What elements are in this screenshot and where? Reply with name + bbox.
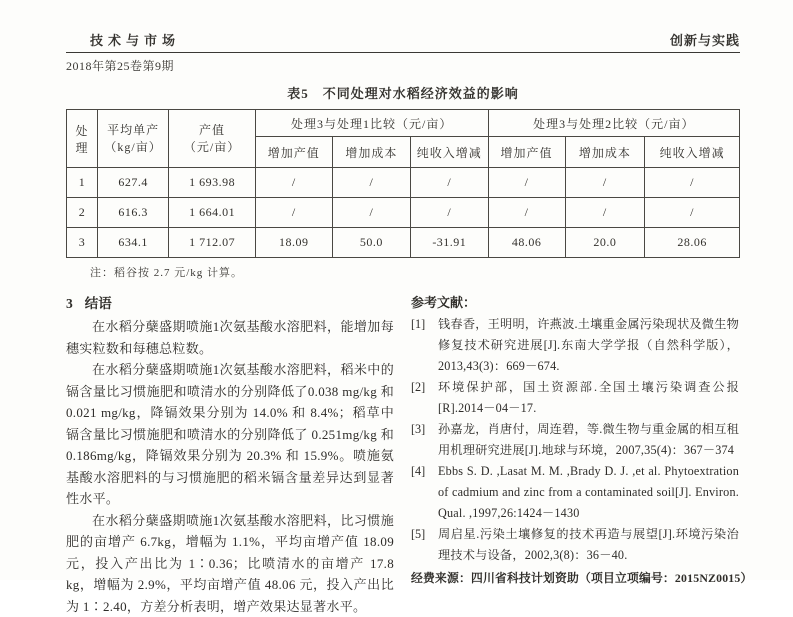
cell: 1 [67,168,98,198]
table-row [67,198,740,228]
reference-item [411,377,739,419]
col-group-compare-2: 处理3与处理2比较（元/亩） [488,110,739,137]
reference-text: 环境保护部，国土资源部.全国土壤污染调查公报[R].2014－04－17. [438,377,739,419]
cell: 2 [67,198,98,228]
cell: 634.1 [97,228,168,258]
conclusion-heading [66,292,394,312]
subcol-added-cost-2: 增加成本 [565,137,645,168]
cell: 18.09 [255,228,332,258]
col-header-avg-yield-line2: （kg/亩） [104,140,161,154]
reference-item [411,461,739,524]
cell: -31.91 [411,228,489,258]
col-group-compare-1: 处理3与处理1比较（元/亩） [255,110,488,137]
reference-number: [3] [411,419,438,461]
cell: 627.4 [97,168,168,198]
table-caption: 表5 不同处理对水稻经济效益的影响 [66,83,740,102]
reference-text: 孙嘉龙，肖唐付，周连碧，等.微生物与重金属的相互租用机理研究进展[J].地球与环境，2007,35(4)：367－374 [438,419,739,461]
body-columns [66,290,740,617]
cell: 1 664.01 [169,198,256,228]
subcol-net-income-1: 纯收入增减 [411,137,489,168]
left-column [66,290,394,617]
subcol-added-value-2: 增加产值 [488,137,565,168]
cell: / [255,198,332,228]
reference-text: 周启星.污染土壤修复的技术再造与展望[J].环境污染治理技术与设备，2002,3(8)：36－40. [438,524,739,566]
right-column [411,290,739,617]
cell: / [565,168,645,198]
col-header-output-value [169,110,256,168]
cell: 50.0 [332,228,410,258]
cell: / [332,168,410,198]
cell: / [645,168,740,198]
masthead [66,30,740,53]
column-name: 创新与实践 [670,30,740,49]
cell: / [645,198,740,228]
conclusion-paragraph: 在水稻分蘖盛期喷施1次氨基酸水溶肥料，能增加每穗实粒数和每穗总粒数。 [66,316,394,359]
journal-name: 技术与市场 [66,30,180,49]
table-row [67,168,740,198]
cell: 28.06 [645,228,740,258]
funding-source: 经费来源：四川省科技计划资助（项目立项编号：2015NZ0015） [411,569,739,586]
cell: 20.0 [565,228,645,258]
reference-number: [5] [411,524,438,566]
subcol-added-cost-1: 增加成本 [332,137,410,168]
table-row [67,228,740,258]
references-heading: 参考文献： [411,292,739,311]
reference-number: [2] [411,377,438,419]
subcol-net-income-2: 纯收入增减 [645,137,740,168]
cell: / [488,198,565,228]
page-content [66,30,740,617]
col-header-output-value-line2: （元/亩） [184,140,240,154]
col-header-avg-yield [97,110,168,168]
cell: 3 [67,228,98,258]
col-header-treatment: 处理 [67,110,98,168]
section-number: 3 [66,296,73,311]
col-header-avg-yield-line1: 平均单产 [107,123,159,137]
cell: / [565,198,645,228]
cell: / [332,198,410,228]
col-header-output-value-line1: 产值 [199,123,225,137]
conclusion-paragraph: 在水稻分蘖盛期喷施1次氨基酸水溶肥料，比习惯施肥的亩增产 6.7kg，增幅为 1.1%，平均亩增产值 18.09 元，投入产出比为 1∶0.36；比喷清水的亩增产 17.8 kg，增幅为 2.9%，平均亩增产值 48.06 元，投入产出比为 1∶2.40，方差分析表明，增产效果达显著水平。 [66,510,394,617]
cell: / [488,168,565,198]
reference-item [411,419,739,461]
reference-number: [4] [411,461,438,524]
cell: / [255,168,332,198]
cell: 48.06 [488,228,565,258]
reference-item [411,314,739,377]
economic-benefit-table [66,109,740,258]
table-note: 注：稻谷按 2.7 元/kg 计算。 [90,264,740,280]
cell: 616.3 [97,198,168,228]
cell: / [411,198,489,228]
issue-info: 2018年第25卷第9期 [66,57,740,74]
reference-number: [1] [411,314,438,377]
section-title: 结语 [85,296,112,311]
reference-text: Ebbs S. D. ,Lasat M. M. ,Brady D. J. ,et al. Phytoextration of cadmium and zinc from a contaminated soil[J]. Environ. Qual. ,1997,26:1424－1430 [438,461,739,524]
cell: 1 693.98 [169,168,256,198]
reference-item [411,524,739,566]
cell: / [411,168,489,198]
conclusion-paragraph: 在水稻分蘖盛期喷施1次氨基酸水溶肥料，稻米中的镉含量比习惯施肥和喷清水的分别降低了0.038 mg/kg 和0.021 mg/kg，降镉效果分别为 14.0% 和 8.4%；稻草中镉含量比习惯施肥和喷清水的分别降低了 0.251mg/kg 和 0.186mg/kg，降镉效果分别为 20.3% 和 15.9%。喷施氨基酸水溶肥料的与习惯施肥的稻米镉含量差异达到显著性水平。 [66,359,394,510]
reference-text: 钱春香，王明明，许燕波.土壤重金属污染现状及微生物修复技术研究进展[J].东南大学学报（自然科学版），2013,43(3)：669－674. [438,314,739,377]
cell: 1 712.07 [169,228,256,258]
subcol-added-value-1: 增加产值 [255,137,332,168]
